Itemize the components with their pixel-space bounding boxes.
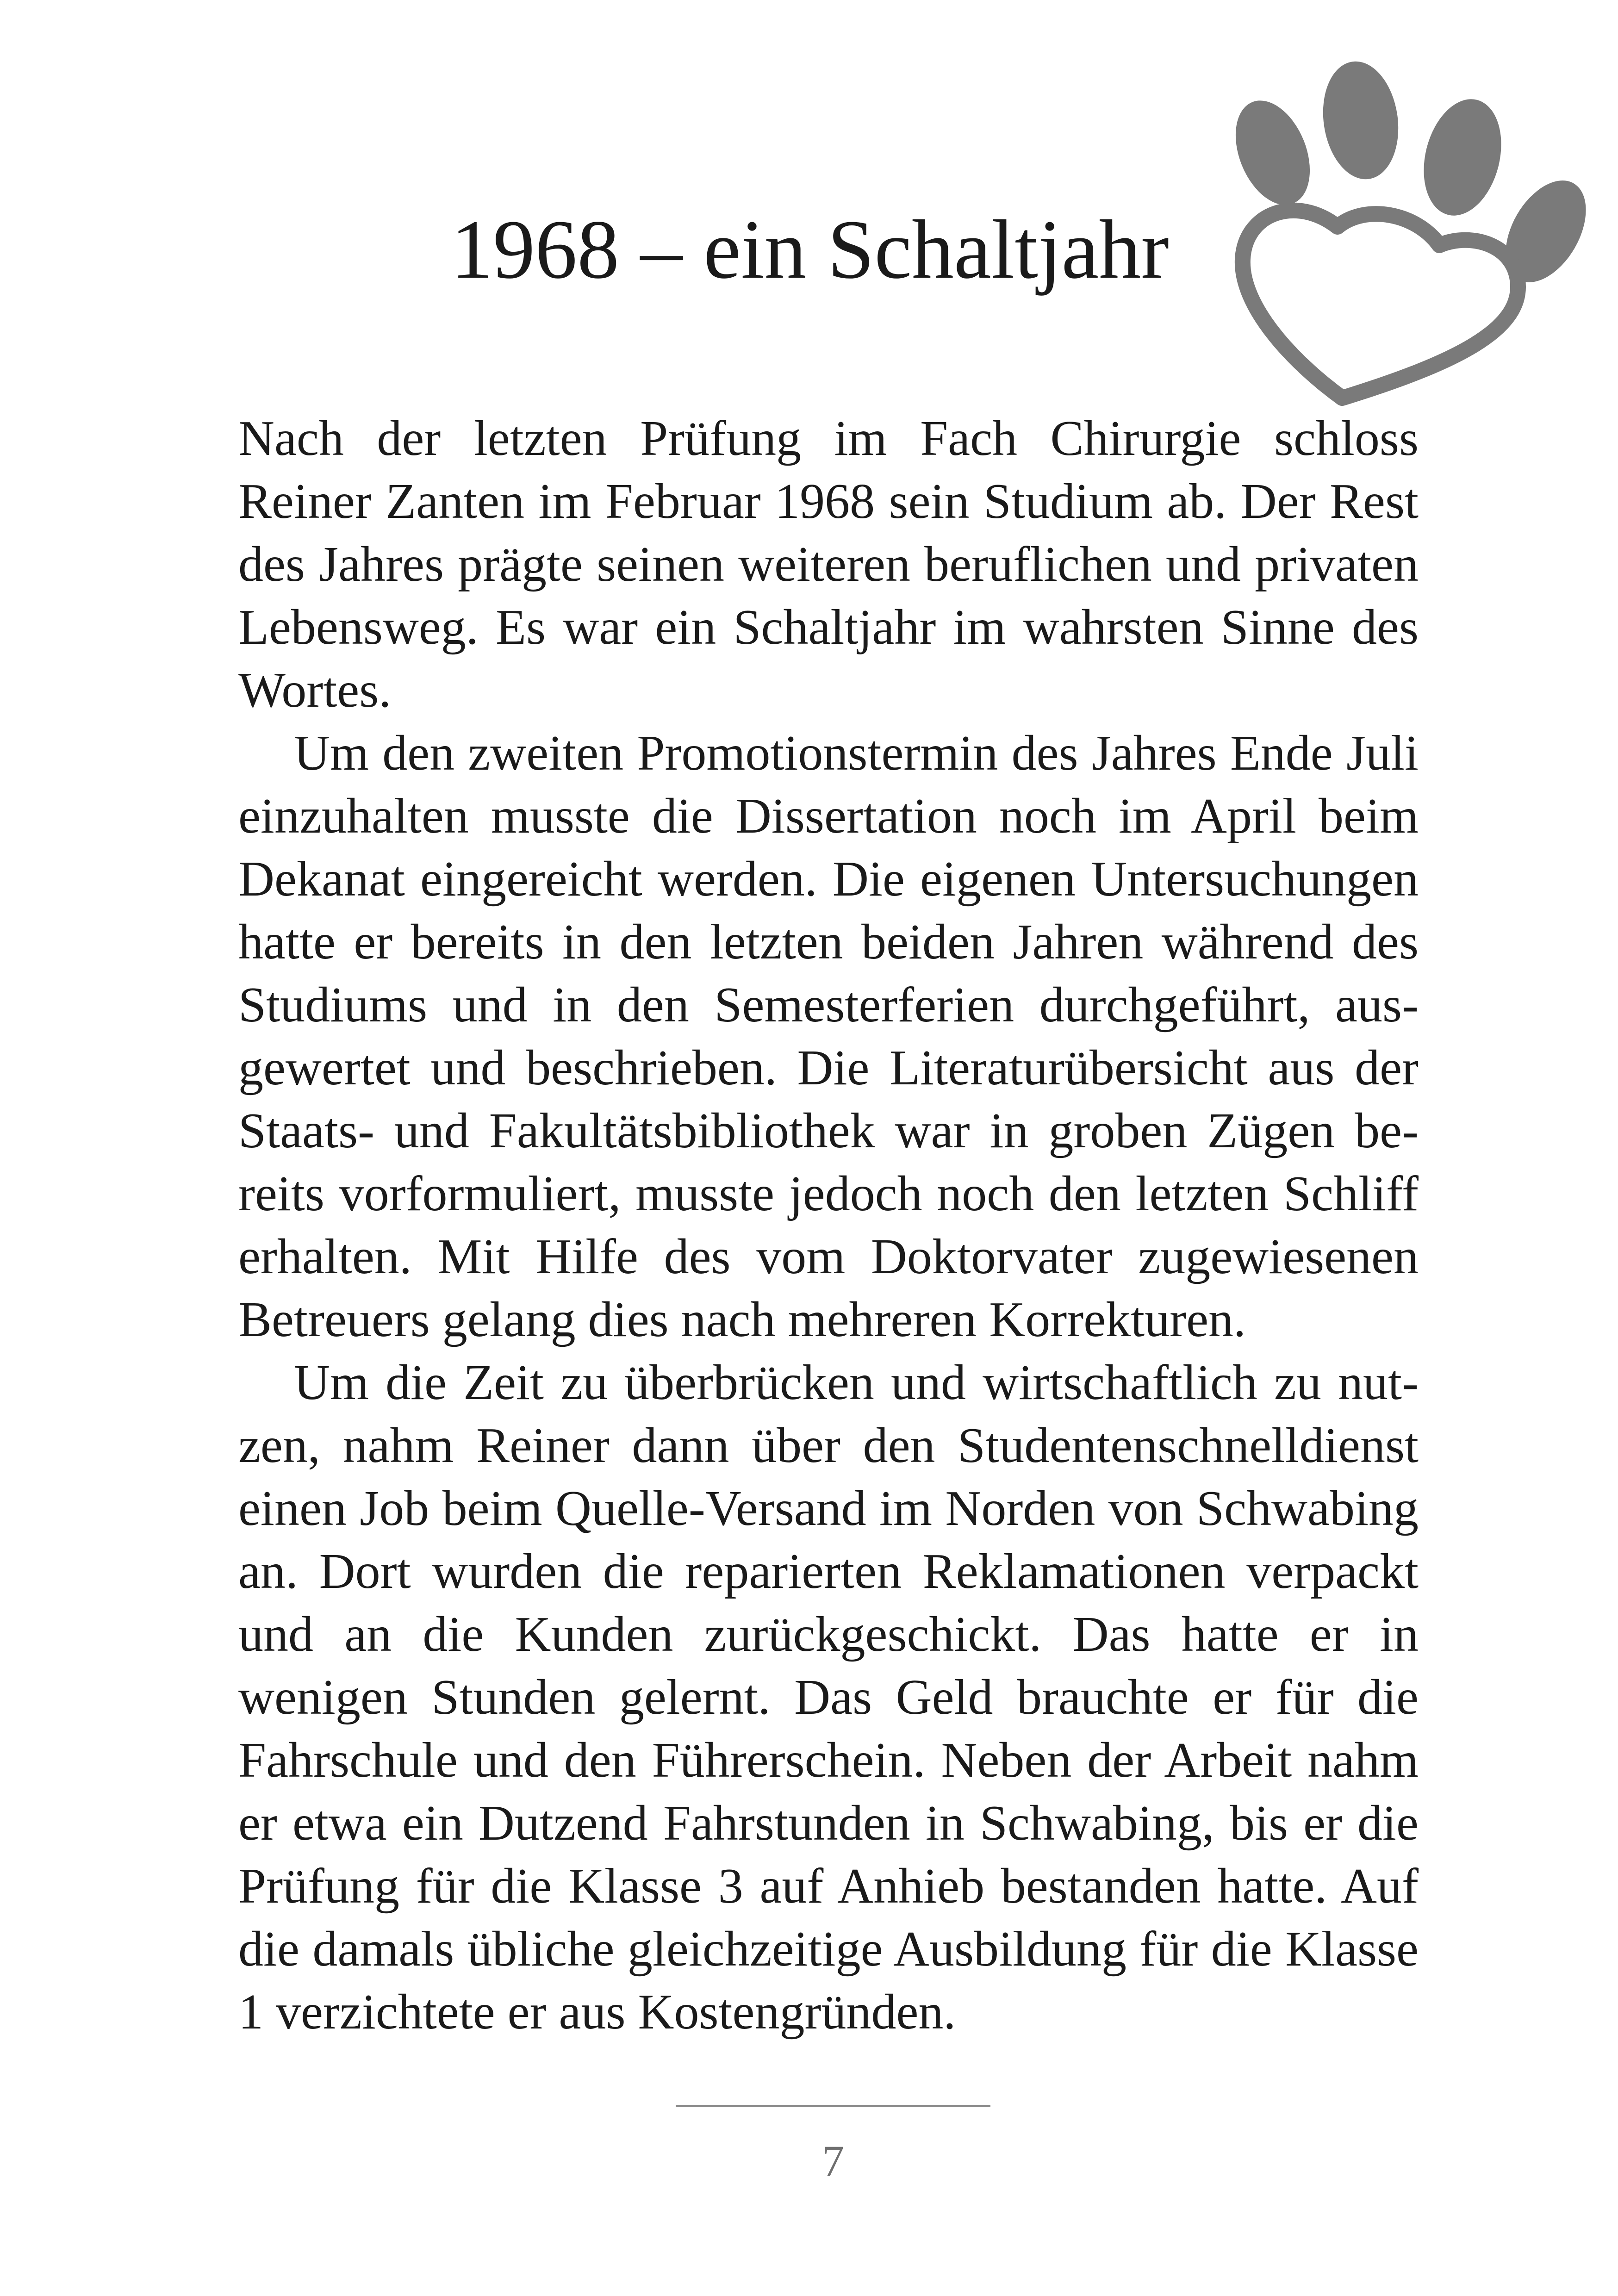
paragraph: Um die Zeit zu überbrücken und wirtschaftlich zu nutzen, nahm Reiner dann über den Studentenschnelldienst einen Job beim Quelle-Versand im Norden von Schwabing an. Dort wurden die reparierten Reklamationen verpackt und an die Kunden zurückgeschickt. Das hatte er in wenigen Stunden gelernt. Das Geld brauchte er für die Fahrschule und den Führerschein. Neben der Arbeit nahm er etwa ein Dutzend Fahrstunden in Schwabing, bis er die Prüfung für die Klasse 3 auf Anhieb bestanden hatte. Auf die damals übliche gleichzeitige Ausbildung für die Klasse 1 verzichtete er aus Kostengründen. [238, 1355, 1419, 2040]
footer-rule [676, 2105, 990, 2107]
body-text [238, 407, 1419, 2044]
chapter-title: 1968 – ein Schaltjahr [451, 203, 1169, 296]
paragraph: Nach der letzten Prüfung im Fach Chirurgie schloss Reiner Zanten im Februar 1968 sein Studium ab. Der Rest des Jahres prägte seinen weiteren beruflichen und privaten Lebensweg. Es war ein Schaltjahr im wahrsten Sinne des Wortes. [238, 411, 1419, 718]
paragraph: Um den zweiten Promotionstermin des Jahres Ende Juli einzuhalten musste die Dissertation noch im April beim Dekanat eingereicht werden. Die eigenen Untersuchungen hatte er bereits in den letzten beiden Jahren während des Studiums und in den Semesterferien durchgeführt, ausgewertet und beschrieben. Die Literaturübersicht aus der Staats- und Fakultätsbibliothek war in groben Zügen bereits vorformuliert, musste jedoch noch den letzten Schliff erhalten. Mit Hilfe des vom Doktorvater zugewiesenen Betreuers gelang dies nach mehreren Korrekturen. [238, 726, 1419, 1347]
page-number: 7 [822, 2136, 844, 2186]
